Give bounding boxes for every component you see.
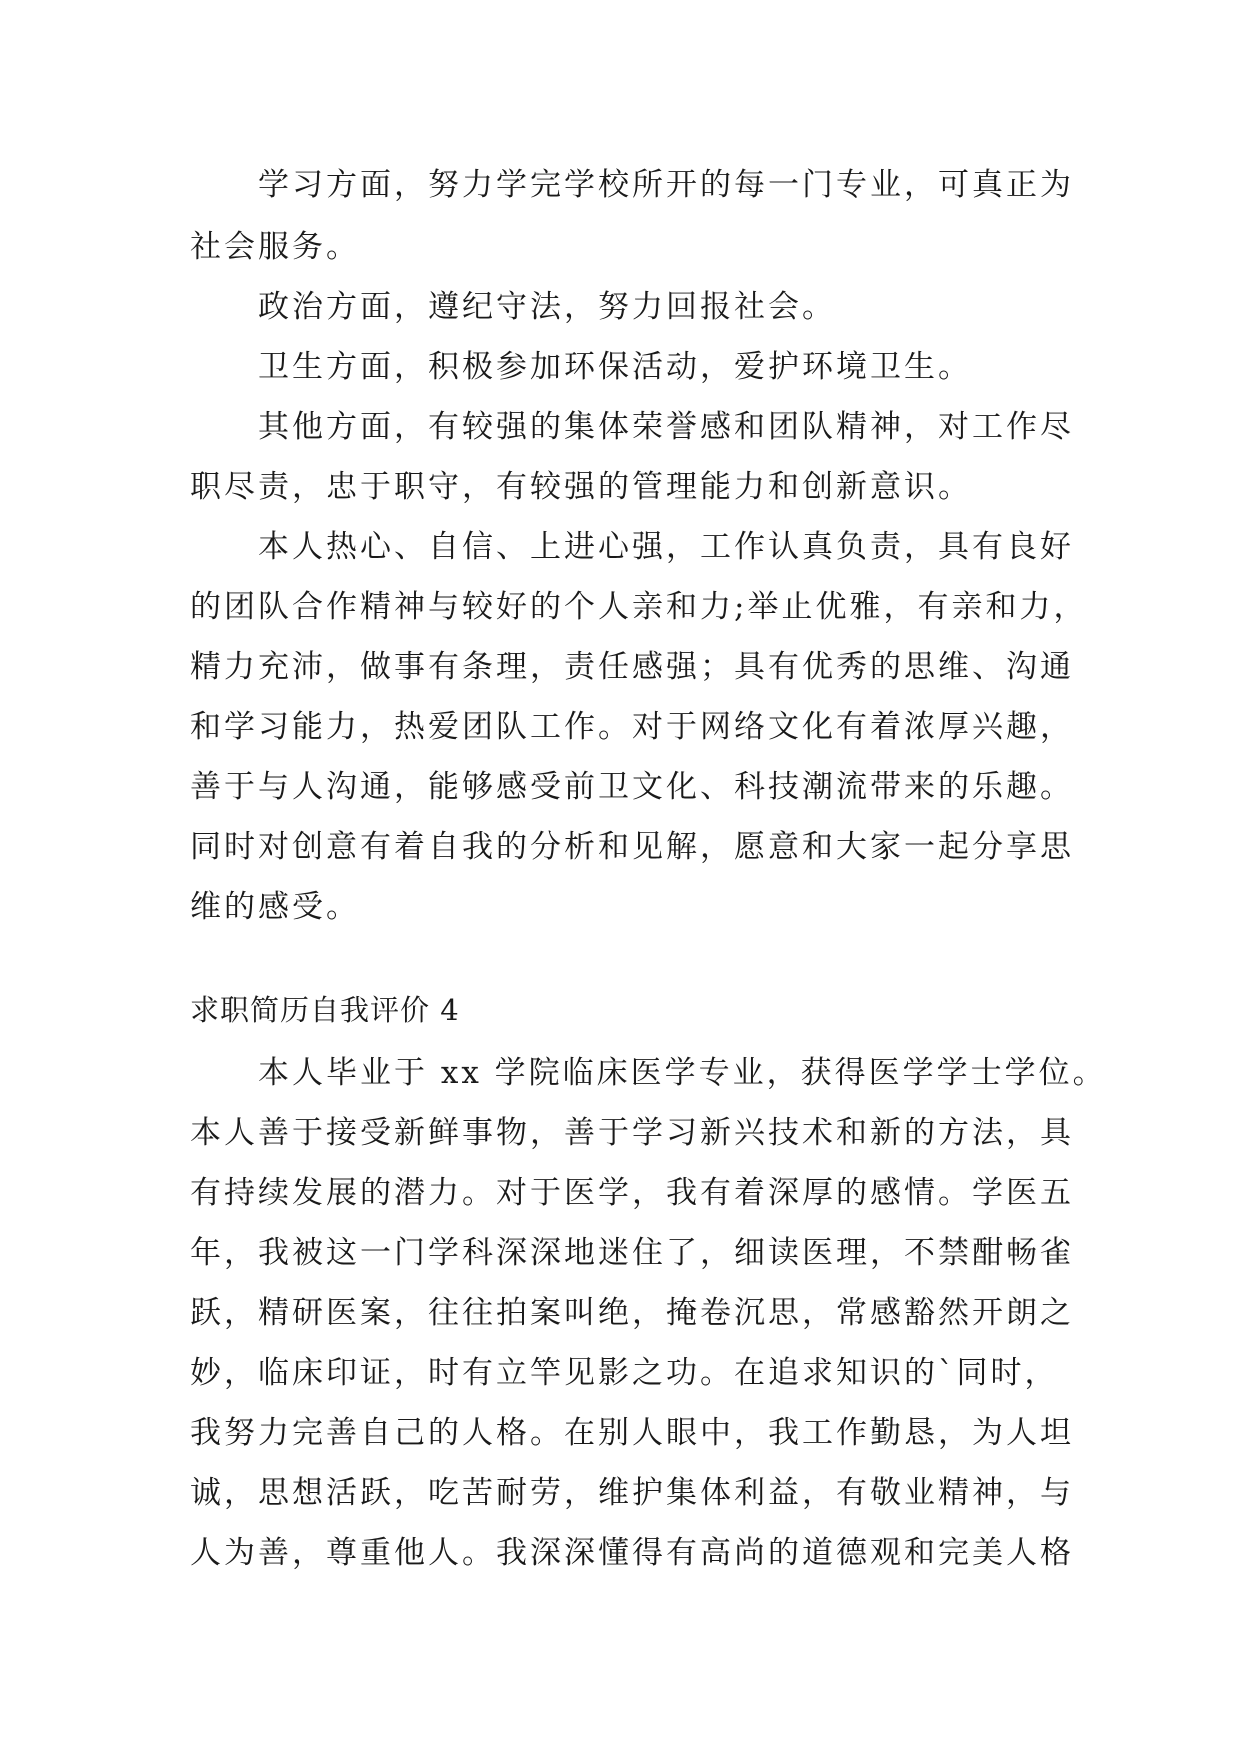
paragraph-line: 年，我被这一门学科深深地迷住了，细读医理，不禁酣畅雀 — [190, 1235, 1074, 1271]
paragraph-line: 政治方面，遵纪守法，努力回报社会。 — [258, 289, 836, 325]
paragraph-line: 其他方面，有较强的集体荣誉感和团队精神，对工作尽 — [258, 409, 1074, 445]
paragraph-line: 本人毕业于 xx 学院临床医学专业，获得医学学士学位。 — [258, 1055, 1107, 1091]
paragraph-line: 人为善，尊重他人。我深深懂得有高尚的道德观和完美人格 — [190, 1535, 1074, 1571]
paragraph-line: 同时对创意有着自我的分析和见解，愿意和大家一起分享思 — [190, 829, 1074, 865]
paragraph-line: 本人善于接受新鲜事物，善于学习新兴技术和新的方法，具 — [190, 1115, 1074, 1151]
paragraph-line: 职尽责，忠于职守，有较强的管理能力和创新意识。 — [190, 469, 972, 505]
paragraph-line: 有持续发展的潜力。对于医学，我有着深厚的感情。学医五 — [190, 1175, 1074, 1211]
paragraph-line: 我努力完善自己的人格。在别人眼中，我工作勤恳，为人坦 — [190, 1415, 1074, 1451]
paragraph-line: 跃，精研医案，往往拍案叫绝，掩卷沉思，常感豁然开朗之 — [190, 1295, 1074, 1331]
paragraph-line: 和学习能力，热爱团队工作。对于网络文化有着浓厚兴趣， — [190, 709, 1074, 745]
paragraph-line: 社会服务。 — [190, 229, 360, 265]
paragraph-line: 精力充沛，做事有条理，责任感强；具有优秀的思维、沟通 — [190, 649, 1074, 685]
paragraph-line: 善于与人沟通，能够感受前卫文化、科技潮流带来的乐趣。 — [190, 769, 1074, 805]
paragraph-line: 维的感受。 — [190, 889, 360, 925]
paragraph-line: 的团队合作精神与较好的个人亲和力;举止优雅，有亲和力， — [190, 589, 1088, 625]
paragraph-line: 诚，思想活跃，吃苦耐劳，维护集体利益，有敬业精神，与 — [190, 1475, 1074, 1511]
paragraph-line: 妙，临床印证，时有立竿见影之功。在追求知识的`同时， — [190, 1355, 1059, 1391]
paragraph-line: 学习方面，努力学完学校所开的每一门专业，可真正为 — [258, 167, 1074, 203]
paragraph-line: 卫生方面，积极参加环保活动，爱护环境卫生。 — [258, 349, 972, 385]
paragraph-line: 本人热心、自信、上进心强，工作认真负责，具有良好 — [258, 529, 1074, 565]
section-heading: 求职简历自我评价 4 — [190, 993, 460, 1027]
